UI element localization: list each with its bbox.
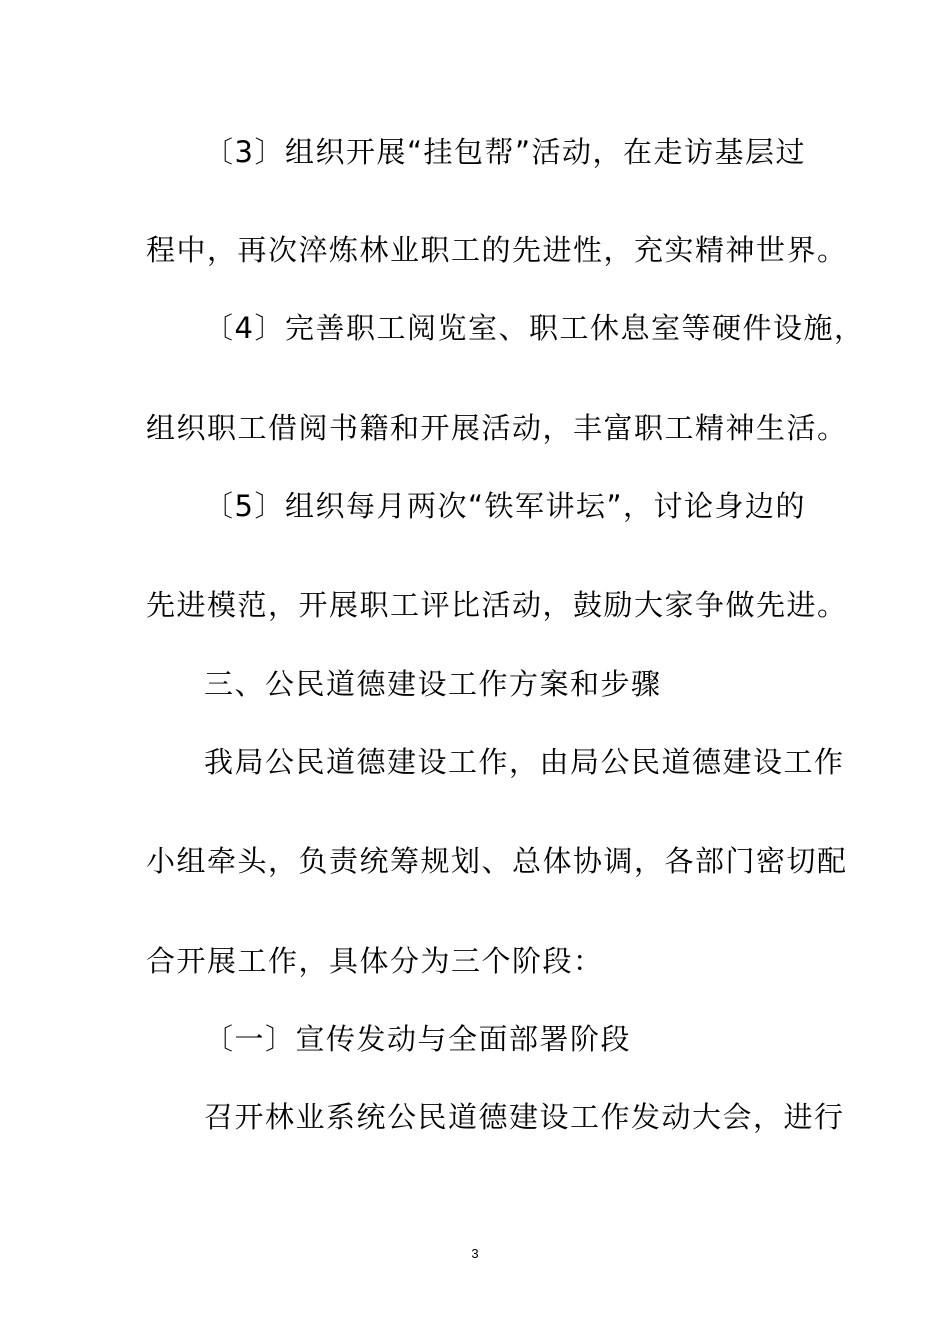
paragraph-line: 小组牵头，负责统筹规划、总体协调，各部门密切配 (146, 844, 848, 878)
paragraph-line: 程中，再次淬炼林业职工的先进性，充实精神世界。 (146, 233, 848, 267)
paragraph-line: 〔5〕组织每月两次“铁军讲坛”，讨论身边的 (204, 489, 806, 523)
paragraph-line: 先进模范，开展职工评比活动，鼓励大家争做先进。 (146, 588, 848, 622)
paragraph-line: 我局公民道德建设工作，由局公民道德建设工作 (204, 745, 845, 779)
paragraph-line: 〔4〕完善职工阅览室、职工休息室等硬件设施， (204, 311, 865, 345)
page-number: 3 (471, 1246, 479, 1261)
paragraph-line: 合开展工作，具体分为三个阶段： (146, 944, 604, 978)
section-heading: 三、公民道德建设工作方案和步骤 (204, 667, 662, 701)
subsection-heading: 〔一〕宣传发动与全面部署阶段 (204, 1022, 632, 1056)
paragraph-line: 组织职工借阅书籍和开展活动，丰富职工精神生活。 (146, 411, 848, 445)
paragraph-line: 召开林业系统公民道德建设工作发动大会，进行 (204, 1100, 845, 1134)
paragraph-line: 〔3〕组织开展“挂包帮”活动，在走访基层过 (204, 135, 806, 169)
